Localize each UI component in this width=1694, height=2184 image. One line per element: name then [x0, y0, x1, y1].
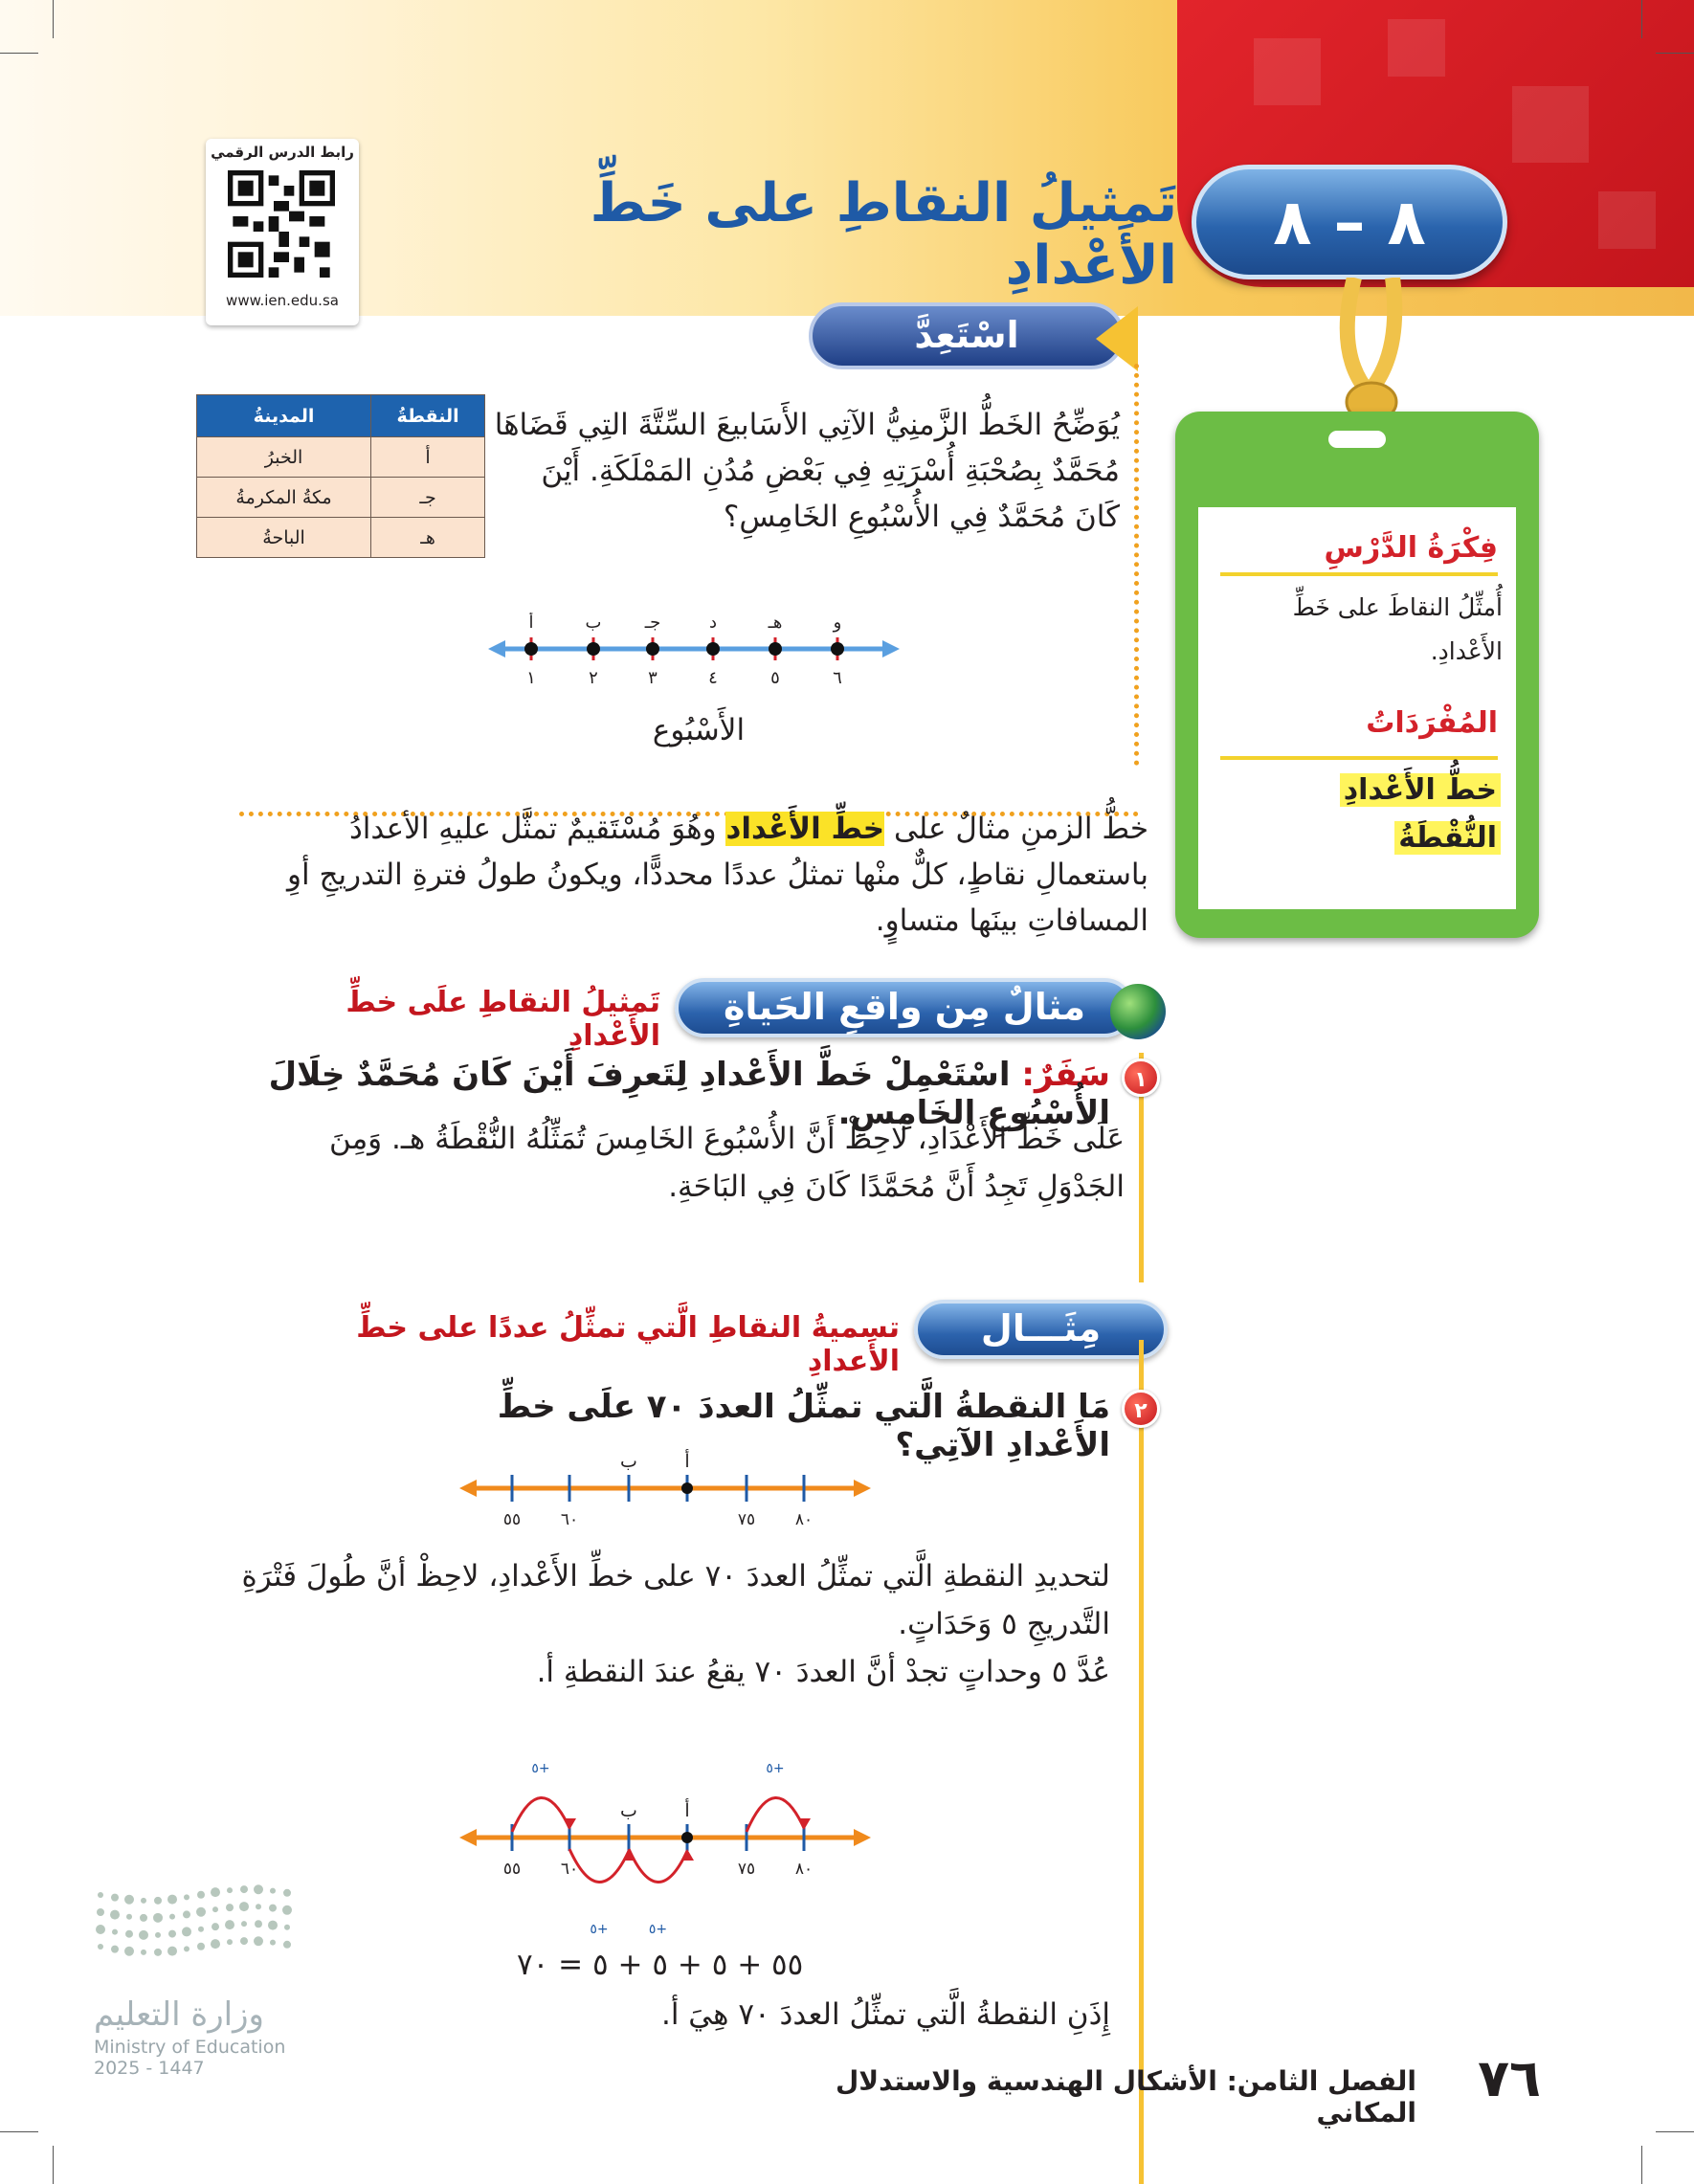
logo-dot: [96, 1925, 105, 1934]
crop-mark: [53, 2146, 54, 2184]
logo-dot: [211, 1939, 220, 1949]
crop-mark: [1641, 0, 1642, 38]
point-alef: [681, 1482, 693, 1494]
timeline-number: ٣: [648, 668, 658, 688]
logo-dot: [255, 1920, 262, 1928]
table-cell: جـ: [371, 478, 485, 518]
crop-mark: [0, 2131, 38, 2132]
logo-dot: [197, 1943, 205, 1950]
logo-dot: [212, 1923, 219, 1930]
timeline-letter: ب: [585, 613, 602, 633]
qr-url[interactable]: www.ien.edu.sa: [226, 292, 339, 309]
timeline-letter: و: [833, 613, 842, 633]
logo-dot: [212, 1906, 218, 1912]
example1-lead: سَفَرٌ:: [1021, 1056, 1110, 1094]
logo-dot: [153, 1913, 163, 1923]
timeline-letter: هـ: [768, 613, 783, 633]
vocab-number-line: خطُّ الأَعْدادِ: [1340, 773, 1501, 807]
tick-label: ٨٠: [794, 1860, 814, 1879]
ministry-logo-icon: [91, 1876, 311, 1991]
timeline-point: [587, 642, 600, 656]
logo-dot: [241, 1921, 247, 1927]
logo-dot: [184, 1946, 189, 1951]
step-label: +٥: [590, 1922, 609, 1937]
number-line-2: [459, 1718, 871, 1948]
point-label-ba: ب: [620, 1800, 637, 1821]
logo-dot: [198, 1927, 204, 1932]
logo-dot: [98, 1944, 103, 1950]
logo-dot: [154, 1949, 162, 1956]
triangle-marker-icon: [1096, 306, 1138, 371]
logo-dot: [169, 1914, 175, 1920]
number-line-term: خطِّ الأَعْداد: [725, 812, 885, 846]
logo-dot: [240, 1937, 248, 1945]
logo-dot: [182, 1927, 191, 1936]
point-label-alef: أ: [684, 1800, 690, 1821]
logo-dot: [124, 1947, 134, 1956]
logo-dot: [155, 1932, 161, 1938]
logo-dot: [184, 1894, 189, 1900]
logo-dot: [211, 1887, 220, 1897]
crop-mark: [1656, 2131, 1694, 2132]
tick-label: ٥٥: [502, 1860, 522, 1879]
table-cell: أ: [371, 437, 485, 478]
logo-dot: [240, 1885, 248, 1893]
logo-dot: [270, 1940, 276, 1946]
logo-dot: [126, 1914, 132, 1920]
logo-dot: [141, 1950, 146, 1955]
logo-dot: [283, 1889, 291, 1897]
logo-dot: [227, 1887, 233, 1893]
timeline-point: [706, 642, 720, 656]
number-line-1: [459, 1445, 871, 1541]
ministry-name-ar: وزارة التعليم: [94, 1995, 264, 2034]
example1-title: تَمثيلُ النقاطِ علَى خطِّ الأَعْدادِ: [345, 986, 660, 1053]
arrow-head-icon: [564, 1818, 576, 1830]
logo-dot: [225, 1920, 234, 1929]
get-ready-banner: اسْتَعِدَّ: [809, 302, 1125, 369]
logo-dot: [256, 1904, 261, 1909]
logo-dot: [239, 1902, 249, 1911]
table-cell: هـ: [371, 518, 485, 558]
logo-dot: [124, 1895, 134, 1905]
intro-paragraph: [234, 806, 1148, 944]
table-header: النقطةُ: [371, 395, 485, 437]
idea-rule: [1220, 572, 1498, 576]
table-cell: مكةُ المكرمةُ: [197, 478, 371, 518]
table-header: المدينةُ: [197, 395, 371, 437]
crop-mark: [0, 53, 38, 54]
step-label: +٥: [531, 1761, 550, 1776]
logo-dot: [270, 1888, 276, 1894]
footer-chapter: [804, 2065, 1416, 2128]
logo-dot: [183, 1910, 190, 1918]
tick-label: ٥٥: [502, 1510, 522, 1529]
logo-dot: [141, 1898, 146, 1904]
arrow-head-icon: [798, 1818, 811, 1830]
logo-dot: [167, 1895, 177, 1905]
logo-dot: [197, 1891, 205, 1899]
globe-icon: [1110, 984, 1166, 1039]
arrow-head-icon: [681, 1849, 694, 1861]
example1-answer: عَلَى خَطِّ الأَعْدَادِ، لَاحِظْ أَنَّ الأُسْبُوعَ الخَامِسَ تُمَثِّلُهُ النُّقْطَةُ هـ. وَمِنَ الجَدْوَلِ تَجِدُ أَنَّ مُحَمَّدًا كَانَ فِي البَاحَةِ.: [328, 1122, 1125, 1204]
example-number-badge: ٢: [1122, 1390, 1160, 1428]
example-rule: [1139, 1340, 1144, 2184]
logo-dot: [154, 1897, 162, 1905]
example2-conclusion: إِذَنِ النقطةُ الَّتي تمثِّلُ العددَ ٧٠ هِيَ أ.: [660, 1997, 1110, 2032]
step-label: +٥: [766, 1761, 785, 1776]
example2-title: تسميةُ النقاطِ الَّتي تمثِّلُ عددًا على خطِّ الأَعدادِ: [356, 1311, 900, 1378]
logo-dot: [125, 1930, 133, 1938]
intro-text: خطُّ الزمنِ مثالٌ على: [884, 812, 1148, 846]
timeline-letter: د: [708, 613, 718, 633]
idea-title: فِكْرَةُ الدَّرْسِ: [1324, 531, 1498, 565]
tick-label: ٨٠: [794, 1510, 814, 1529]
example2-para2: عُدَّ ٥ وحداتٍ تجدْ أنَّ العددَ ٧٠ يقعُ عندَ النقطةِ أ.: [536, 1655, 1110, 1689]
logo-dot: [254, 1884, 263, 1894]
timeline-number: ٦: [833, 668, 842, 688]
lesson-title: تَمثيلُ النقاطِ على خَطِّ الأَعْدادِ: [590, 172, 1177, 297]
logo-dot: [269, 1905, 277, 1912]
timeline-caption: الأَسْبُوع: [652, 713, 746, 747]
logo-dot: [284, 1925, 290, 1930]
crop-mark: [1641, 2146, 1642, 2184]
point-alef: [681, 1832, 693, 1843]
logo-dot: [227, 1939, 233, 1945]
ministry-name-en: Ministry of Education: [94, 2037, 286, 2058]
logo-dot: [167, 1947, 177, 1956]
logo-dot: [98, 1892, 103, 1898]
example2-question: مَا النقطةُ الَّتي تمثِّلُ العددَ ٧٠ علَى خطِّ الأَعْدادِ الآتِي؟: [497, 1388, 1110, 1464]
point-label-alef: أ: [684, 1451, 690, 1472]
logo-dot: [254, 1936, 263, 1946]
hop-arc: [629, 1849, 687, 1883]
logo-dot: [111, 1894, 119, 1902]
tick-label: ٧٥: [737, 1860, 756, 1879]
footer-chapter-label: الفصل الثامن:: [1226, 2065, 1416, 2097]
logo-dot: [268, 1921, 278, 1930]
step-label: +٥: [648, 1922, 668, 1937]
equation: ٥٥ + ٥ + ٥ + ٥ = ٧٠: [517, 1948, 804, 1982]
logo-dot: [283, 1941, 291, 1949]
logo-dot: [168, 1930, 176, 1938]
vocab-point: النُّقْطَةُ: [1394, 821, 1501, 855]
logo-dot: [226, 1904, 234, 1911]
logo-dot: [139, 1930, 148, 1940]
example-number-badge: ١: [1122, 1059, 1160, 1097]
get-ready-text: يُوَضِّحُ الخَطُّ الزَّمنِيُّ الآتِي الأَسَابيعَ السِّتَّةَ التِي قَضَاهَا مُحَمَّدٌ بِصُحْبَةِ أُسْرَتِهِ فِي بَعْضِ مُدُنِ المَمْلَكَةِ. أَيْنَ كَانَ مُحَمَّدٌ فِي الأُسْبُوعِ الخَامِسِ؟: [494, 408, 1120, 534]
logo-dot: [97, 1908, 104, 1916]
timeline-number: ٢: [589, 668, 598, 688]
tick-label: ٧٥: [737, 1510, 756, 1529]
table-row: [197, 518, 485, 558]
timeline-point: [646, 642, 659, 656]
crop-mark: [1656, 53, 1694, 54]
timeline-number: ٤: [708, 668, 718, 688]
timeline: [488, 613, 900, 689]
crop-mark: [53, 0, 54, 38]
dotted-divider: [1134, 364, 1139, 766]
timeline-point: [524, 642, 538, 656]
footer-chapter-title: الأشكال الهندسية والاستدلال المكاني: [836, 2065, 1416, 2128]
vocab-title: المُفْرَدَاتُ: [1366, 706, 1498, 740]
hop-arc: [569, 1849, 629, 1883]
timeline-point: [769, 642, 782, 656]
timeline-letter: جـ: [644, 613, 661, 633]
logo-dot: [140, 1914, 147, 1922]
point-label-ba: ب: [620, 1451, 637, 1472]
points-table: [196, 394, 485, 558]
card-hole: [1328, 431, 1386, 448]
example2-para1: لتحديدِ النقطةِ الَّتي تمثِّلُ العددَ ٧٠ على خطِّ الأَعْدادِ، لاحِظْ أنَّ طُولَ فَتْرَةِ التَّدريجِ ٥ وَحَدَاتٍ.: [241, 1559, 1110, 1641]
qr-code-icon[interactable]: [228, 170, 335, 278]
qr-label: رابط الدرس الرقمي: [211, 144, 354, 161]
lesson-number: ٨ – ٨: [1192, 165, 1507, 279]
tick-label: ٦٠: [560, 1510, 579, 1529]
ministry-year: 2025 - 1447: [94, 2058, 205, 2079]
hop-arc: [512, 1797, 569, 1832]
example-banner: مِثَـــال: [914, 1300, 1168, 1359]
tick-label: ٦٠: [560, 1860, 579, 1879]
logo-dot: [110, 1910, 120, 1920]
intro-text: وهُوَ مُسْتَقيمٌ تمثَّل عليهِ الأعدادُ باستعمالِ نقاطٍ، كلٌّ منْها تمثلُ عددًا محددًّا، ويكونُ طولُ فترةِ التدريجِ أوِ المسافاتِ بينَها متساوٍ.: [287, 812, 1148, 938]
example1-question-text: اسْتَعْمِلْ خَطَّ الأَعْدادِ لِتَعرِفَ أَيْنَ كَانَ مُحَمَّدٌ خِلَالَ الأُسْبُوعِ الخَامِسِ.: [268, 1056, 1110, 1132]
real-life-example-banner: مثالٌ مِن واقعِ الحَياةِ: [675, 978, 1134, 1037]
table-cell: الخبرُ: [197, 437, 371, 478]
table-row: [197, 478, 485, 518]
logo-dot: [196, 1907, 206, 1917]
table-row: [197, 437, 485, 478]
logo-dot: [111, 1946, 119, 1953]
timeline-point: [831, 642, 844, 656]
timeline-number: ٥: [770, 668, 780, 688]
logo-dot: [112, 1929, 118, 1935]
page-number: ٧٦: [1478, 2048, 1541, 2108]
timeline-number: ١: [526, 668, 536, 688]
table-cell: الباحةُ: [197, 518, 371, 558]
vocab-rule: [1220, 756, 1498, 760]
timeline-letter: أ: [528, 613, 534, 633]
table-header-row: [197, 395, 485, 437]
logo-dot: [282, 1905, 292, 1915]
idea-text: أُمثِّلُ النقاطَ على خَطِّ الأَعْدادِ.: [1292, 593, 1503, 665]
hop-arc: [747, 1797, 804, 1832]
